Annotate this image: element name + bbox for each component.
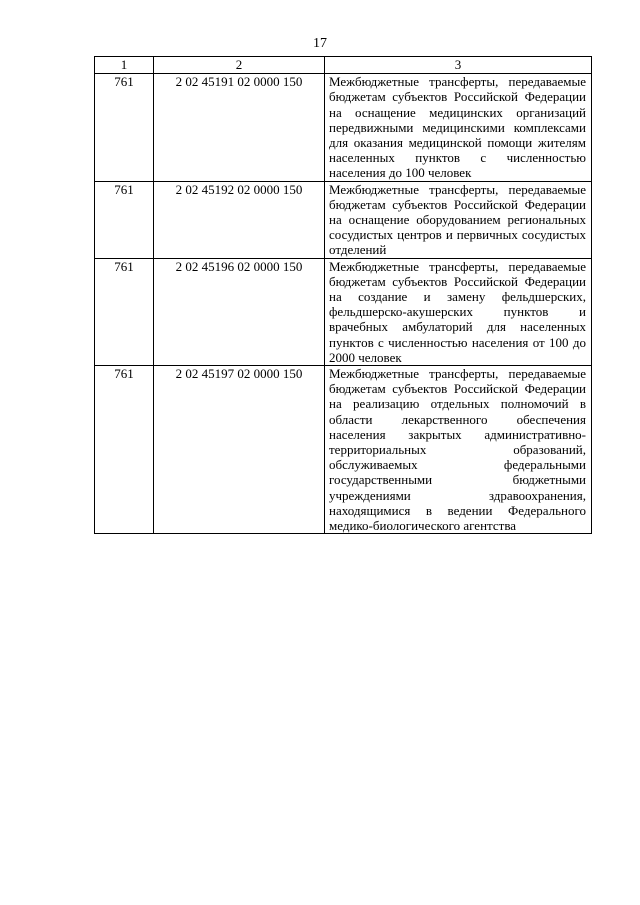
table-header: [95, 57, 592, 74]
revenue-name-cell: Межбюджетные трансферты, передаваемые бюджетам субъектов Российской Федерации на создание и замену фельдшерских, фельдшерско-акушерских пунктов и врачебных амбулаторий для населенных пунктов с численностью населения от 100 до 2000 человек: [325, 258, 592, 365]
header-row: [95, 57, 592, 74]
budget-code-cell: 2 02 45192 02 0000 150: [154, 181, 325, 258]
table-row: [95, 74, 592, 181]
admin-code-cell: 761: [95, 366, 154, 534]
budget-code-cell: 2 02 45191 02 0000 150: [154, 74, 325, 181]
header-cell-3: 3: [325, 57, 592, 74]
admin-code-cell: 761: [95, 181, 154, 258]
table-row: [95, 366, 592, 534]
header-cell-2: 2: [154, 57, 325, 74]
admin-code-cell: 761: [95, 258, 154, 365]
revenue-name-cell: Межбюджетные трансферты, передаваемые бюджетам субъектов Российской Федерации на реализацию отдельных полномочий в области лекарственного обеспечения населения закрытых административно-территориальных образований, обслуживаемых федеральными государственными бюджетными учреждениями здравоохранения, находящимися в ведении Федерального медико-биологического агентства: [325, 366, 592, 534]
page-number: 17: [313, 36, 327, 51]
budget-classification-table: [94, 56, 592, 534]
admin-code-cell: 761: [95, 74, 154, 181]
budget-code-cell: 2 02 45196 02 0000 150: [154, 258, 325, 365]
budget-code-cell: 2 02 45197 02 0000 150: [154, 366, 325, 534]
revenue-name-cell: Межбюджетные трансферты, передаваемые бюджетам субъектов Российской Федерации на оснащение оборудованием региональных сосудистых центров и первичных сосудистых отделений: [325, 181, 592, 258]
header-cell-1: 1: [95, 57, 154, 74]
table-row: [95, 258, 592, 365]
table-row: [95, 181, 592, 258]
revenue-name-cell: Межбюджетные трансферты, передаваемые бюджетам субъектов Российской Федерации на оснащение медицинских организаций передвижными медицинскими комплексами для оказания медицинской помощи жителям населенных пунктов с численностью населения до 100 человек: [325, 74, 592, 181]
table-body: [95, 74, 592, 534]
